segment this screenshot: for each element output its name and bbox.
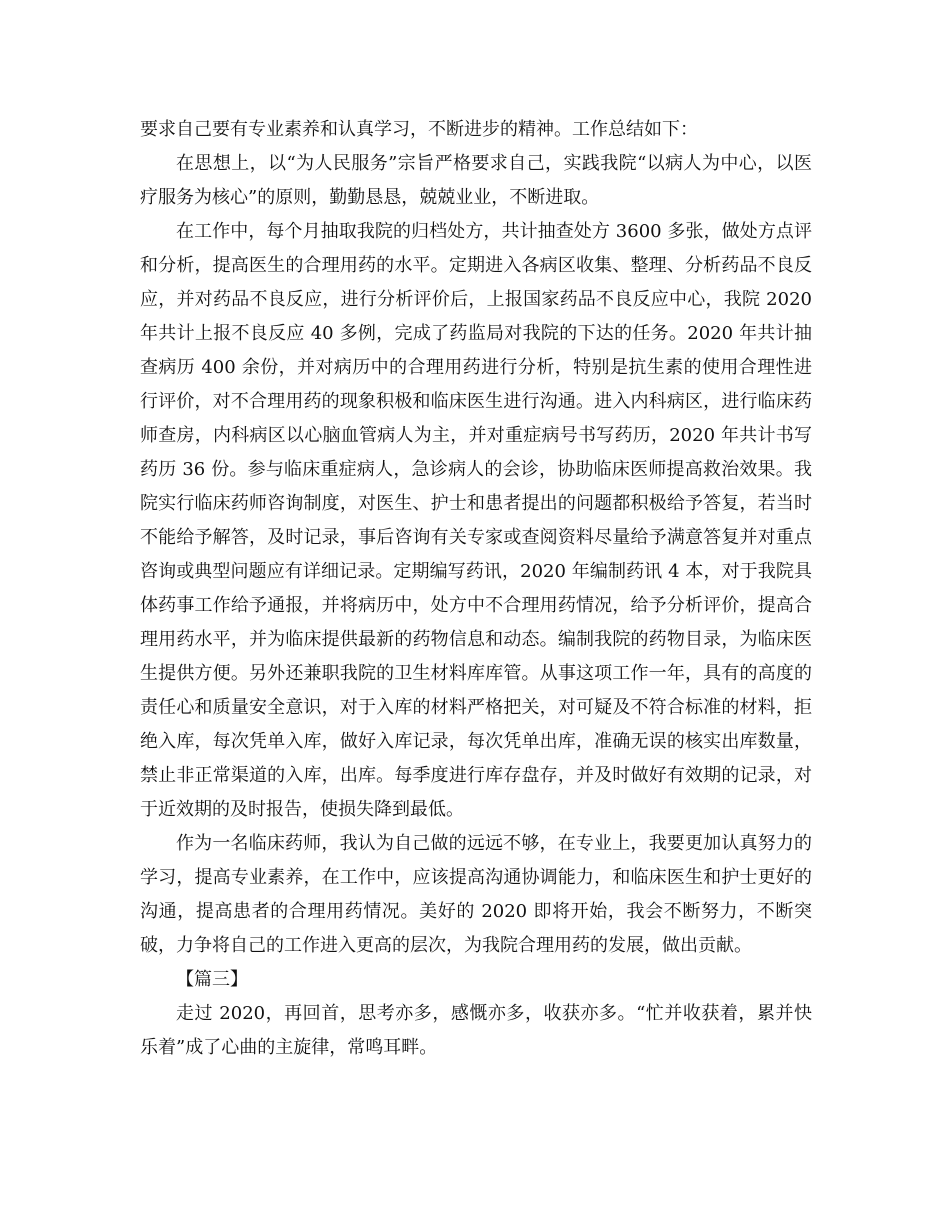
paragraph-self-reflection: 作为一名临床药师，我认为自己做的远远不够，在专业上，我要更加认真努力的学习，提高专业素养，在工作中，应该提高沟通协调能力，和临床医生和护士更好的沟通，提高患者的合理用药情况。美好的 2020 即将开始，我会不断努力，不断突破，力争将自己的工作进入更高的层次，为我院合理用药的发展，做出贡献。 [140,833,812,956]
paragraph-ideology: 在思想上，以“为人民服务”宗旨严格要求自己，实践我院“以病人为中心，以医疗服务为核心”的原则，勤勤恳恳，兢兢业业，不断进取。 [140,153,812,208]
section-heading: 【篇三】 [176,969,248,990]
paragraph-work-details: 在工作中，每个月抽取我院的归档处方，共计抽查处方 3600 多张，做处方点评和分析，提高医生的合理用药的水平。定期进入各病区收集、整理、分析药品不良反应，并对药品不良反应，进行分析评价后，上报国家药品不良反应中心，我院 2020 年共计上报不良反应 40 多例，完成了药监局对我院的下达的任务。2020 年共计抽查病历 400 余份，并对病历中的合理用药进行分析，特别是抗生素的使用合理性进行评价，对不合理用药的现象积极和临床医生进行沟通。进入内科病区，进行临床药师查房，内科病区以心脑血管病人为主，并对重症病号书写药历，2020 年共计书写药历 36 份。参与临床重症病人，急诊病人的会诊，协助临床医师提高救治效果。我院实行临床药师咨询制度，对医生、护士和患者提出的问题都积极给予答复，若当时不能给予解答，及时记录，事后咨询有关专家或查阅资料尽量给予满意答复并对重点咨询或典型问题应有详细记录。定期编写药讯，2020 年编制药讯 4 本，对于我院具体药事工作给予通报，并将病历中，处方中不合理用药情况，给予分析评价，提高合理用药水平，并为临床提供最新的药物信息和动态。编制我院的药物目录，为临床医生提供方便。另外还兼职我院的卫生材料库库管。从事这项工作一年，具有的高度的责任心和质量安全意识，对于入库的材料严格把关，对可疑及不符合标准的材料，拒绝入库，每次凭单入库，做好入库记录，每次凭单出库，准确无误的核实出库数量，禁止非正常渠道的入库，出库。每季度进行库存盘存，并及时做好有效期的记录，对于近效期的及时报告，使损失降到最低。 [140,221,812,820]
paragraph-continuation: 要求自己要有专业素养和认真学习，不断进步的精神。工作总结如下： [140,119,698,140]
paragraph-section-three-intro: 走过 2020，再回首，思考亦多，感慨亦多，收获亦多。“忙并收获着，累并快乐着”成了心曲的主旋律，常鸣耳畔。 [140,1003,812,1058]
document-body [140,113,812,1065]
